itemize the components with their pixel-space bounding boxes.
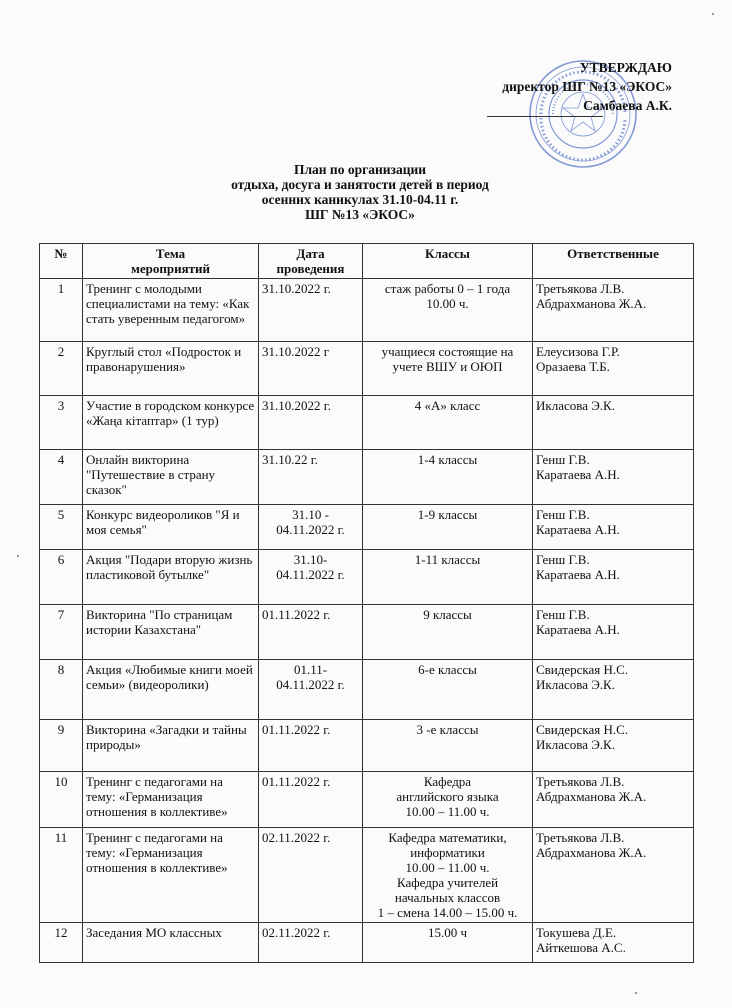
header-num: №: [40, 244, 83, 279]
cell-classes: 9 классы: [363, 605, 533, 660]
cell-topic: Участие в городском конкурсе «Жаңа кітаптар» (1 тур): [83, 396, 259, 450]
cell-num: 7: [40, 605, 83, 660]
cell-topic: Конкурс видеороликов "Я и моя семья": [83, 505, 259, 550]
approval-position: директор ШГ №13 «ЭКОС»: [502, 79, 672, 94]
cell-responsible: Генш Г.В. Каратаева А.Н.: [533, 450, 694, 505]
cell-num: 6: [40, 550, 83, 605]
table-row: [40, 660, 694, 720]
header-date: Дата проведения: [259, 244, 363, 279]
cell-date: 01.11- 04.11.2022 г.: [259, 660, 363, 720]
table-row: [40, 450, 694, 505]
cell-classes: 1-9 классы: [363, 505, 533, 550]
table-row: [40, 342, 694, 396]
cell-classes: учащиеся состоящие на учете ВШУ и ОЮП: [363, 342, 533, 396]
title-line-2: отдыха, досуга и занятости детей в период: [231, 177, 489, 192]
scan-speck: [17, 555, 19, 557]
cell-date: 02.11.2022 г.: [259, 923, 363, 963]
title-line-4: ШГ №13 «ЭКОС»: [305, 207, 415, 222]
events-table: [39, 243, 694, 963]
table-row: [40, 550, 694, 605]
cell-num: 11: [40, 828, 83, 923]
cell-date: 02.11.2022 г.: [259, 828, 363, 923]
table-row: [40, 396, 694, 450]
cell-num: 9: [40, 720, 83, 772]
table-row: [40, 923, 694, 963]
cell-date: 31.10.2022 г.: [259, 396, 363, 450]
cell-responsible: Генш Г.В. Каратаева А.Н.: [533, 550, 694, 605]
cell-date: 31.10.2022 г: [259, 342, 363, 396]
header-topic: Тема мероприятий: [83, 244, 259, 279]
cell-topic: Акция «Любимые книги моей семьи» (видеоролики): [83, 660, 259, 720]
cell-classes: 1-4 классы: [363, 450, 533, 505]
cell-responsible: Третьякова Л.В. Абдрахманова Ж.А.: [533, 828, 694, 923]
cell-date: 01.11.2022 г.: [259, 772, 363, 828]
cell-date: 01.11.2022 г.: [259, 605, 363, 660]
table-row: [40, 279, 694, 342]
cell-responsible: Третьякова Л.В. Абдрахманова Ж.А.: [533, 772, 694, 828]
table-row: [40, 828, 694, 923]
approval-heading: УТВЕРЖДАЮ: [579, 60, 672, 75]
table-row: [40, 772, 694, 828]
cell-classes: 3 -е классы: [363, 720, 533, 772]
signature-line: [487, 116, 603, 117]
header-responsible: Ответственные: [533, 244, 694, 279]
cell-num: 2: [40, 342, 83, 396]
cell-num: 3: [40, 396, 83, 450]
cell-classes: 1-11 классы: [363, 550, 533, 605]
cell-responsible: Генш Г.В. Каратаева А.Н.: [533, 505, 694, 550]
cell-date: 31.10 - 04.11.2022 г.: [259, 505, 363, 550]
table-header-row: [40, 244, 694, 279]
table-row: [40, 720, 694, 772]
cell-topic: Викторина "По страницам истории Казахстана": [83, 605, 259, 660]
cell-topic: Викторина «Загадки и тайны природы»: [83, 720, 259, 772]
cell-responsible: Елеусизова Г.Р. Оразаева Т.Б.: [533, 342, 694, 396]
cell-num: 5: [40, 505, 83, 550]
scan-speck: [635, 992, 637, 994]
cell-num: 8: [40, 660, 83, 720]
cell-num: 1: [40, 279, 83, 342]
cell-topic: Заседания МО классных: [83, 923, 259, 963]
cell-classes: Кафедра математики, информатики 10.00 – 11.00 ч. Кафедра учителей начальных классов 1 – смена 14.00 – 15.00 ч.: [363, 828, 533, 923]
table-row: [40, 605, 694, 660]
cell-responsible: Третьякова Л.В. Абдрахманова Ж.А.: [533, 279, 694, 342]
cell-responsible: Икласова Э.К.: [533, 396, 694, 450]
cell-classes: Кафедра английского языка 10.00 – 11.00 ч.: [363, 772, 533, 828]
cell-classes: 4 «А» класс: [363, 396, 533, 450]
title-line-1: План по организации: [293, 162, 427, 177]
cell-responsible: Токушева Д.Е. Айткешова А.С.: [533, 923, 694, 963]
document-title: [150, 162, 570, 222]
cell-topic: Акция "Подари вторую жизнь пластиковой бутылке": [83, 550, 259, 605]
cell-topic: Тренинг с педагогами на тему: «Германизация отношения в коллективе»: [83, 772, 259, 828]
cell-topic: Тренинг с педагогами на тему: «Германизация отношения в коллективе»: [83, 828, 259, 923]
cell-date: 31.10- 04.11.2022 г.: [259, 550, 363, 605]
cell-classes: 15.00 ч: [363, 923, 533, 963]
scan-speck: [712, 13, 714, 15]
table-row: [40, 505, 694, 550]
title-line-3: осенних каникулах 31.10-04.11 г.: [261, 192, 459, 207]
cell-classes: стаж работы 0 – 1 года 10.00 ч.: [363, 279, 533, 342]
cell-responsible: Свидерская Н.С. Икласова Э.К.: [533, 660, 694, 720]
cell-date: 01.11.2022 г.: [259, 720, 363, 772]
cell-topic: Онлайн викторина "Путешествие в страну сказок": [83, 450, 259, 505]
cell-num: 10: [40, 772, 83, 828]
cell-topic: Тренинг с молодыми специалистами на тему: «Как стать уверенным педагогом»: [83, 279, 259, 342]
cell-date: 31.10.22 г.: [259, 450, 363, 505]
cell-topic: Круглый стол «Подросток и правонарушения»: [83, 342, 259, 396]
cell-date: 31.10.2022 г.: [259, 279, 363, 342]
cell-num: 4: [40, 450, 83, 505]
header-classes: Классы: [363, 244, 533, 279]
cell-num: 12: [40, 923, 83, 963]
cell-responsible: Свидерская Н.С. Икласова Э.К.: [533, 720, 694, 772]
approval-signer: Самбаева А.К.: [583, 98, 672, 113]
cell-responsible: Генш Г.В. Каратаева А.Н.: [533, 605, 694, 660]
approval-block: [502, 58, 672, 115]
cell-classes: 6-е классы: [363, 660, 533, 720]
